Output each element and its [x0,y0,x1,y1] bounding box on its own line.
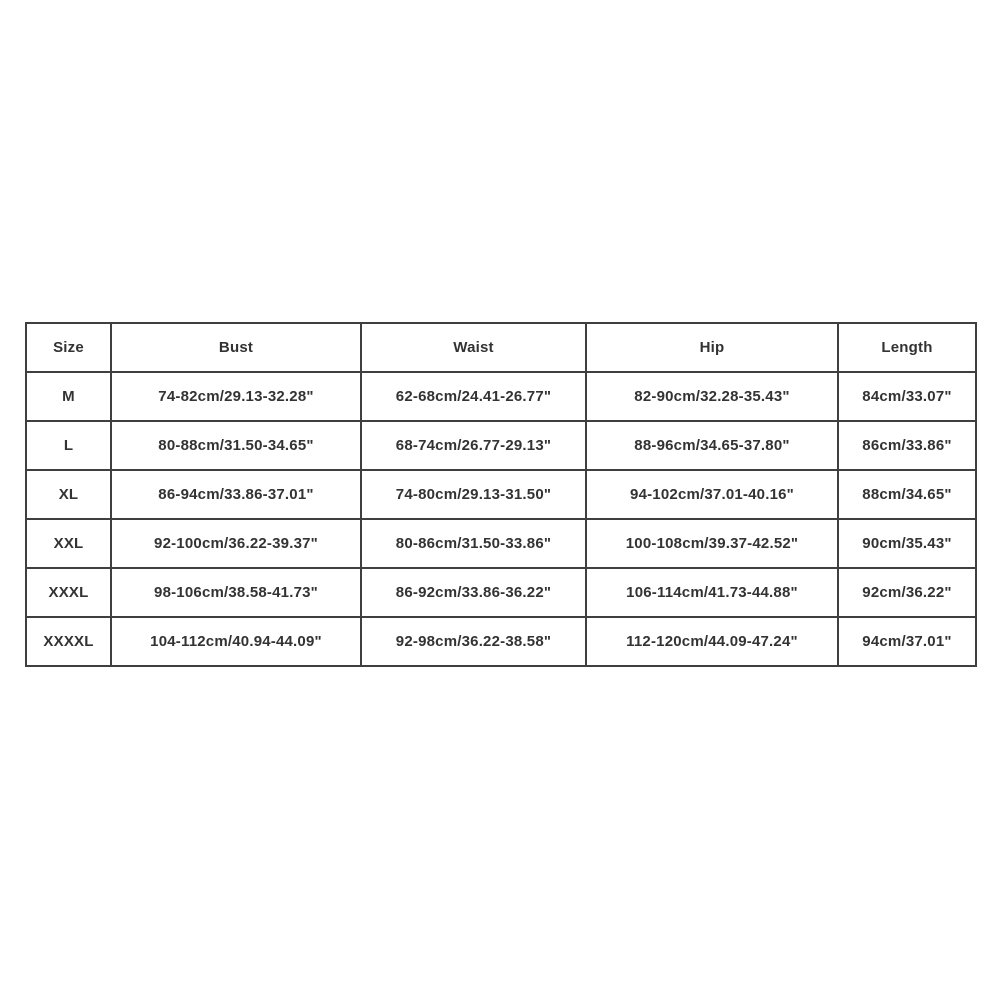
column-header-waist: Waist [361,323,586,372]
table-row [26,421,976,470]
waist-cell: 86-92cm/33.86-36.22" [361,568,586,617]
length-cell: 86cm/33.86" [838,421,976,470]
table-row [26,617,976,666]
waist-cell: 68-74cm/26.77-29.13" [361,421,586,470]
column-header-hip: Hip [586,323,838,372]
length-cell: 88cm/34.65" [838,470,976,519]
length-cell: 92cm/36.22" [838,568,976,617]
bust-cell: 98-106cm/38.58-41.73" [111,568,361,617]
column-header-length: Length [838,323,976,372]
waist-cell: 92-98cm/36.22-38.58" [361,617,586,666]
length-cell: 84cm/33.07" [838,372,976,421]
hip-cell: 82-90cm/32.28-35.43" [586,372,838,421]
table-row [26,519,976,568]
size-cell: XXXXL [26,617,111,666]
waist-cell: 74-80cm/29.13-31.50" [361,470,586,519]
size-cell: M [26,372,111,421]
length-cell: 90cm/35.43" [838,519,976,568]
size-cell: XL [26,470,111,519]
header-row [26,323,976,372]
table-row [26,372,976,421]
column-header-bust: Bust [111,323,361,372]
size-cell: L [26,421,111,470]
bust-cell: 80-88cm/31.50-34.65" [111,421,361,470]
hip-cell: 88-96cm/34.65-37.80" [586,421,838,470]
hip-cell: 112-120cm/44.09-47.24" [586,617,838,666]
table-row [26,470,976,519]
size-cell: XXL [26,519,111,568]
size-cell: XXXL [26,568,111,617]
hip-cell: 94-102cm/37.01-40.16" [586,470,838,519]
column-header-size: Size [26,323,111,372]
waist-cell: 62-68cm/24.41-26.77" [361,372,586,421]
hip-cell: 106-114cm/41.73-44.88" [586,568,838,617]
hip-cell: 100-108cm/39.37-42.52" [586,519,838,568]
size-chart-table [25,322,977,667]
bust-cell: 104-112cm/40.94-44.09" [111,617,361,666]
waist-cell: 80-86cm/31.50-33.86" [361,519,586,568]
length-cell: 94cm/37.01" [838,617,976,666]
bust-cell: 92-100cm/36.22-39.37" [111,519,361,568]
bust-cell: 74-82cm/29.13-32.28" [111,372,361,421]
bust-cell: 86-94cm/33.86-37.01" [111,470,361,519]
table-row [26,568,976,617]
